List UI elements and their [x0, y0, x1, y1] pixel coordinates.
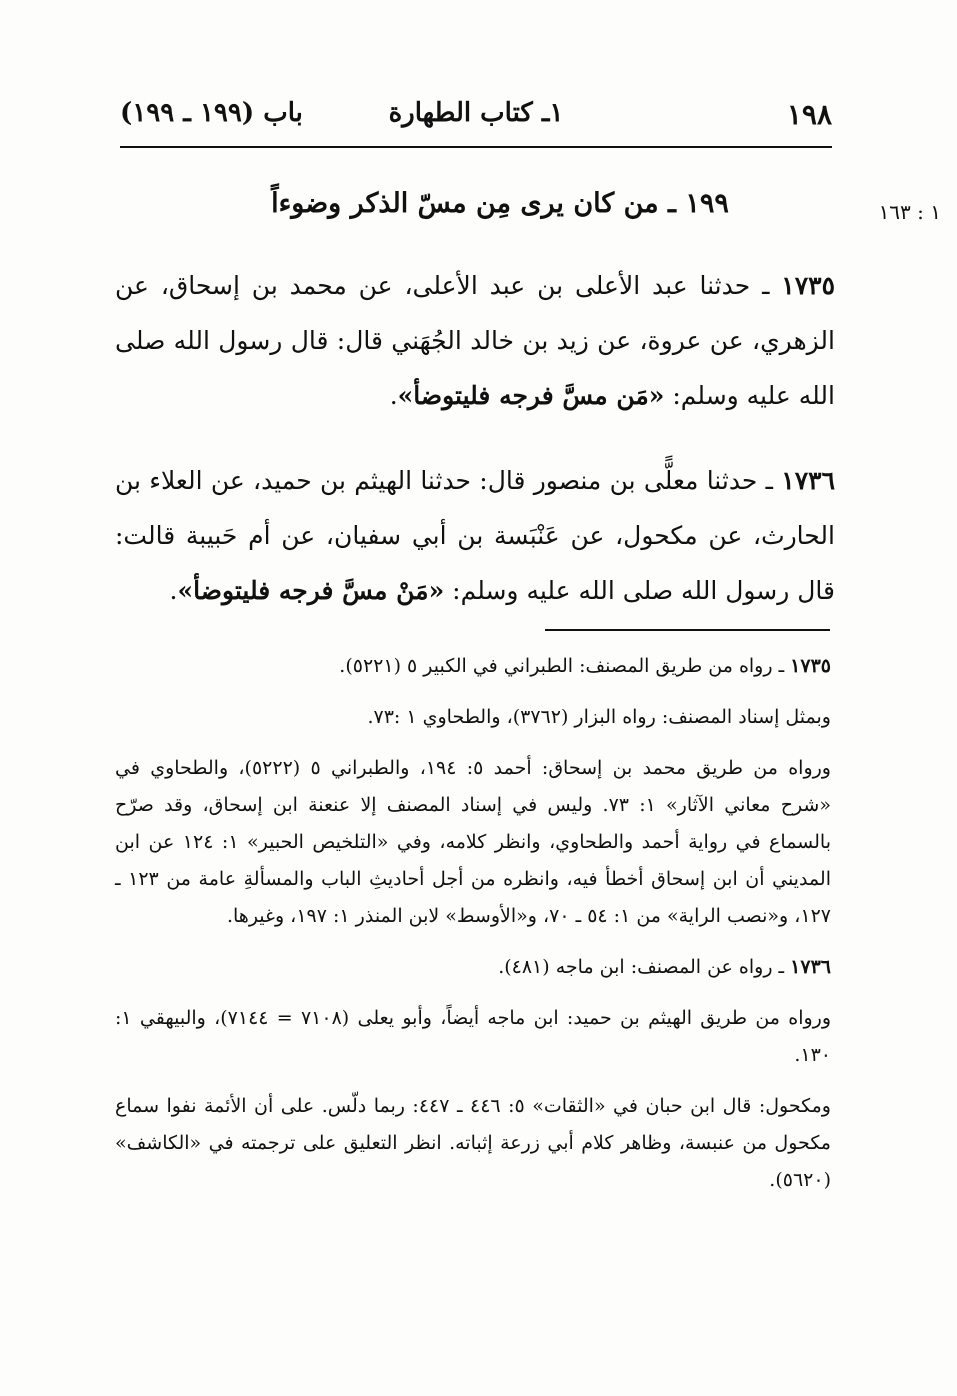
footnote-text: ورواه من طريق محمد بن إسحاق: أحمد ٥: ١٩٤، والطبراني ٥ (٥٢٢٢)، والطحاوي في «شرح معاني الآثار» ١: ٧٣. وليس في إسناد المصنف إلا عنعنة ابن إسحاق، وقد صرّح بالسماع في رواية أحمد والطحاوي، وانظر كلامه، وفي «التلخيص الحبير» ١: ١٢٤ عن ابن المديني أن ابن إسحاق أخطأ فيه، وانظره من أجل أحاديثِ الباب والمسألةِ عامة من ١٢٣ ـ ١٢٧، و«نصب الراية» من ١: ٥٤ ـ ٧٠، و«الأوسط» لابن المنذر ١: ١٩٧، وغيرها. [115, 757, 831, 927]
hadith-end: . [389, 381, 398, 410]
running-header [120, 92, 832, 144]
footnote-text: وبمثل إسناد المصنف: رواه البزار (٣٧٦٢)، والطحاوي ١ :٧٣. [367, 706, 831, 728]
footnote [115, 699, 831, 736]
footnote [115, 1000, 831, 1074]
hadith-1736 [115, 453, 835, 618]
hadith-text: ـ حدثنا عبد الأعلى بن عبد الأعلى، عن محمد بن إسحاق، عن الزهري، عن عروة، عن زيد بن خالد الجُهَني قال: قال رسول الله صلى الله عليه وسلم: [115, 271, 835, 410]
footnote [115, 949, 831, 986]
margin-reference: ١ : ١٦٣ [878, 200, 941, 224]
chapter-title: ١٩٩ ـ من كان يرى مِن مسّ الذكر وضوءاً [271, 188, 729, 219]
main-text [115, 258, 835, 648]
page-number: ١٩٨ [786, 98, 832, 131]
hadith-end: . [169, 576, 178, 605]
footnote-text: ـ رواه عن المصنف: ابن ماجه (٤٨١). [498, 956, 791, 978]
chapter-range: باب (١٩٩ ـ ١٩٩) [120, 98, 303, 128]
footnote [115, 648, 831, 685]
footnote [115, 750, 831, 935]
hadith-number: ١٧٣٥ [781, 271, 835, 300]
footnote-text: ورواه من طريق الهيثم بن حميد: ابن ماجه أيضاً، وأبو يعلى (٧١٠٨ = ٧١٤٤)، والبيهقي ١: ١٣٠. [115, 1007, 831, 1066]
footnote-text: ومكحول: قال ابن حبان في «الثقات» ٥: ٤٤٦ ـ ٤٤٧: ربما دلّس. على أن الأئمة نفوا سماع مكحول من عنبسة، وظاهر كلام أبي زرعة إثباته. انظر التعليق على ترجمته في «الكاشف» (٥٦٢٠). [115, 1095, 831, 1191]
footnote-separator [545, 629, 830, 631]
footnote [115, 1088, 831, 1199]
header-rule [120, 146, 832, 148]
footnote-number: ١٧٣٥ [790, 655, 831, 677]
footnote-number: ١٧٣٦ [790, 956, 831, 978]
hadith-quote: «مَن مسَّ فرجه فليتوضأ» [397, 381, 665, 410]
book-title: ١ـ كتاب الطهارة [388, 98, 564, 128]
hadith-quote: «مَنْ مسَّ فرجه فليتوضأ» [177, 576, 445, 605]
footnotes [115, 648, 831, 1213]
hadith-number: ١٧٣٦ [781, 466, 835, 495]
hadith-1735 [115, 258, 835, 423]
footnote-text: ـ رواه من طريق المصنف: الطبراني في الكبير ٥ (٥٢٢١). [339, 655, 791, 677]
hadith-text: ـ حدثنا معلًّى بن منصور قال: حدثنا الهيثم بن حميد، عن العلاء بن الحارث، عن مكحول، عن عَنْبَسة بن أبي سفيان، عن أم حَبيبة قالت: قال رسول الله صلى الله عليه وسلم: [115, 466, 835, 605]
